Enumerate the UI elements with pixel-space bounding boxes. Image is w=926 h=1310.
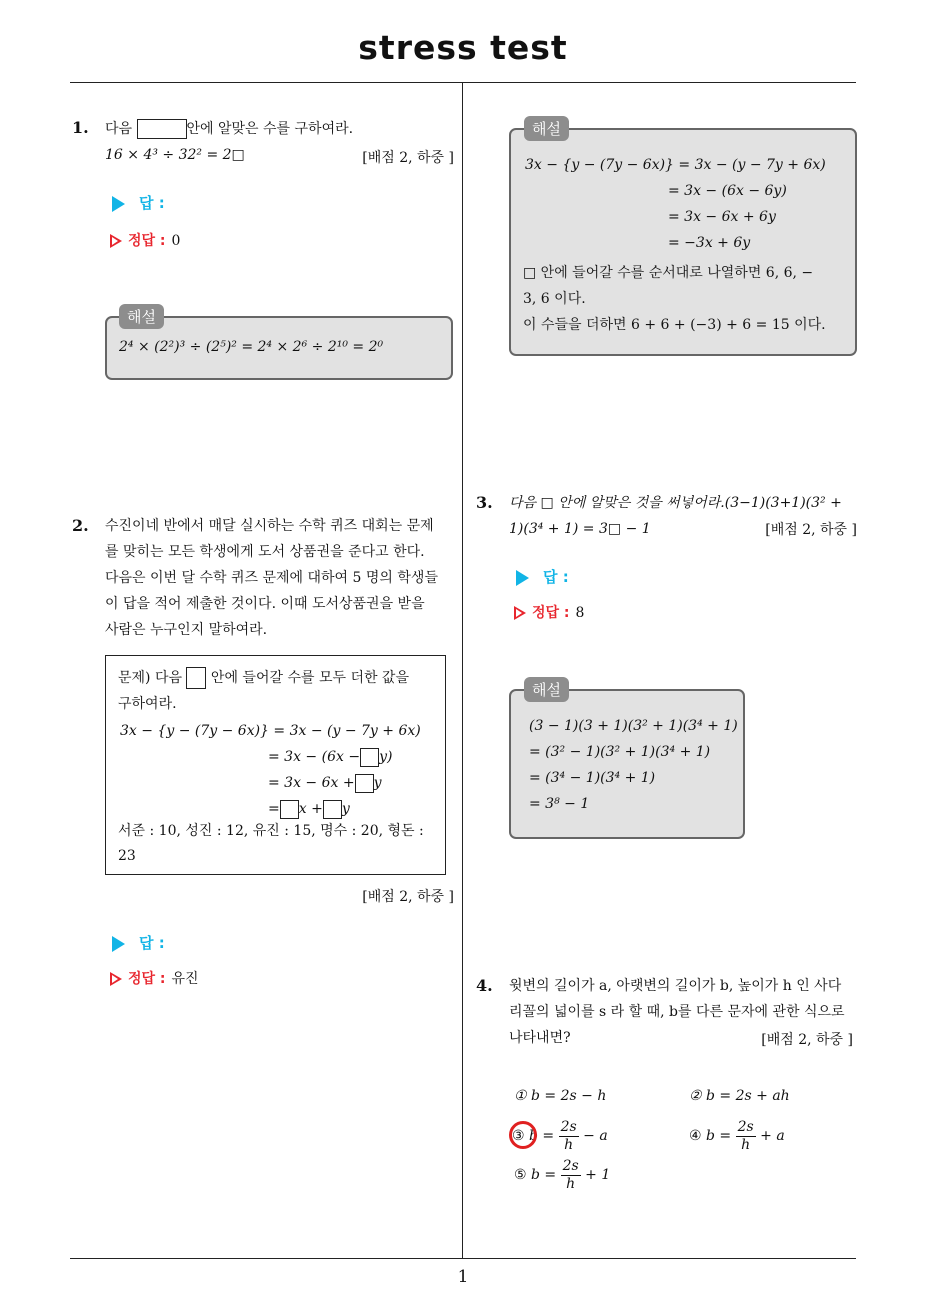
blank-box [137,119,187,139]
frame-text-a: 문제) 다음 [118,670,183,686]
solution-text: 2⁴ × (2²)³ ÷ (2⁵)² = 2⁴ × 2⁶ ÷ 2¹⁰ = 2⁰ [119,339,384,355]
solution-line: (3 − 1)(3 + 1)(3² + 1)(3⁴ + 1) [529,718,738,734]
key-label: 정답 : [128,233,166,249]
score-label: [배점 2, 하중 ] [362,889,454,905]
blank-box [360,748,379,767]
solution-line: = (3² − 1)(3² + 1)(3⁴ + 1) [529,744,711,760]
blank-box [323,800,342,819]
solution-text: 3, 6 이다. [523,291,586,307]
solution-tag: 해설 [524,116,569,141]
solution-line: 3x − {y − (7y − 6x)} = 3x − (y − 7y + 6x) [525,157,826,173]
question-number: 3. [476,493,493,512]
eq-part: = [268,801,280,817]
option-4[interactable] [689,1116,785,1156]
eq-part: = 3x − (6x − [268,749,361,765]
denominator: h [741,1136,751,1153]
question-number: 4. [476,976,493,995]
key-row [110,968,199,988]
equation-line: 3x − {y − (7y − 6x)} = 3x − (y − 7y + 6x) [120,723,421,739]
question-text-a: 다음 [105,121,133,137]
question-text-line: 를 맞히는 모든 학생에게 도서 상품권을 준다고 한다. [105,544,425,560]
solution-box [509,128,857,356]
answer-label: 답 : [139,934,165,952]
key-row [514,602,584,622]
option-1[interactable]: ① b = 2s − h [514,1088,607,1104]
key-label: 정답 : [128,971,166,987]
outline-triangle-icon [110,972,122,986]
fraction [561,1158,581,1193]
eq-part: x + [298,801,323,817]
question-expression: 16 × 4³ ÷ 32² = 2□ [105,147,245,163]
option-lhs: b = [706,1128,732,1144]
option-lhs: b = [529,1128,555,1144]
question-text [105,116,353,143]
question-number: 1. [72,118,89,137]
students-line: 서준 : 10, 성진 : 12, 유진 : 15, 명수 : 20, 형돈 : [118,823,424,839]
option-marker: ③ [512,1128,525,1144]
answer-row[interactable] [516,566,569,587]
key-value: 8 [575,605,585,621]
selected-answer-circle [509,1121,537,1149]
equation-line [268,770,382,797]
solution-line: = −3x + 6y [668,235,751,251]
question-text-line: 사람은 누구인지 말하여라. [105,622,268,638]
numerator: 2s [737,1118,754,1135]
option-5[interactable] [514,1155,610,1195]
question-text-line: 이 답을 적어 제출한 것이다. 이때 도서상품권을 받을 [105,596,425,612]
blank-box [280,800,299,819]
numerator: 2s [560,1118,577,1135]
key-value: 0 [171,233,181,249]
eq-part: y [341,801,350,817]
equation-line [268,744,392,771]
solution-box [509,689,745,839]
score-label: [배점 2, 하중 ] [761,1032,853,1048]
eq-part: y) [379,749,393,765]
frame-line-2: 구하여라. [118,696,177,712]
denominator: h [564,1136,574,1153]
problem-frame [105,655,446,875]
question-text-line: 윗변의 길이가 a, 아랫변의 길이가 b, 높이가 h 인 사다 [509,978,842,994]
page-number: 1 [457,1267,469,1287]
solution-line: = 3x − (6x − 6y) [668,183,787,199]
answer-label: 답 : [543,568,569,586]
option-marker: ④ [689,1128,702,1144]
outline-triangle-icon [514,606,526,620]
fraction [559,1119,579,1154]
question-text-line: 리꼴의 넓이를 s 라 할 때, b를 다른 문자에 관한 식으로 [509,1004,845,1020]
fraction [736,1119,756,1154]
question-text-line: 수진이네 반에서 매달 실시하는 수학 퀴즈 대회는 문제 [105,518,434,534]
blank-box [186,667,206,689]
frame-line-1 [118,665,409,692]
denominator: h [566,1175,576,1192]
answer-label: 답 : [139,194,165,212]
question-text-line: 나타내면? [509,1030,571,1046]
header-rule [70,82,856,83]
option-rhs: − a [583,1128,608,1144]
play-icon [516,570,529,586]
eq-part: = 3x − 6x + [268,775,355,791]
column-divider [462,83,463,1259]
score-label: [배점 2, 하중 ] [362,150,454,166]
answer-row[interactable] [112,932,165,953]
answer-row[interactable] [112,192,165,213]
solution-line: = 3⁸ − 1 [529,796,590,812]
frame-text-b: 안에 들어갈 수를 모두 더한 값을 [210,670,409,686]
solution-tag: 해설 [524,677,569,702]
solution-line: = (3⁴ − 1)(3⁴ + 1) [529,770,656,786]
outline-triangle-icon [110,234,122,248]
solution-line: = 3x − 6x + 6y [668,209,776,225]
question-text-b: 안에 알맞은 수를 구하여라. [186,121,354,137]
solution-text: 이 수들을 더하면 6 + 6 + (−3) + 6 = 15 이다. [523,317,826,333]
option-rhs: + a [760,1128,785,1144]
key-value: 유진 [171,971,199,987]
play-icon [112,196,125,212]
numerator: 2s [562,1157,579,1174]
eq-part: y [373,775,382,791]
play-icon [112,936,125,952]
question-number: 2. [72,516,89,535]
blank-box [355,774,374,793]
key-row [110,230,180,250]
question-text-line: 다음은 이번 달 수학 퀴즈 문제에 대하여 5 명의 학생들 [105,570,438,586]
option-rhs: + 1 [585,1167,611,1183]
footer-rule [70,1258,856,1259]
solution-tag: 해설 [119,304,164,329]
question-text-line: 1)(3⁴ + 1) = 3□ − 1 [509,521,651,537]
option-marker: ⑤ [514,1167,527,1183]
key-label: 정답 : [532,605,570,621]
solution-text: □ 안에 들어갈 수를 순서대로 나열하면 6, 6, − [523,265,814,281]
option-lhs: b = [531,1167,557,1183]
option-2[interactable]: ② b = 2s + ah [689,1088,790,1104]
question-text-line: 다음 □ 안에 알맞은 것을 써넣어라.(3−1)(3+1)(3² + [509,495,842,511]
page-title: stress test [358,28,568,67]
students-line: 23 [118,848,136,864]
score-label: [배점 2, 하중 ] [765,522,857,538]
